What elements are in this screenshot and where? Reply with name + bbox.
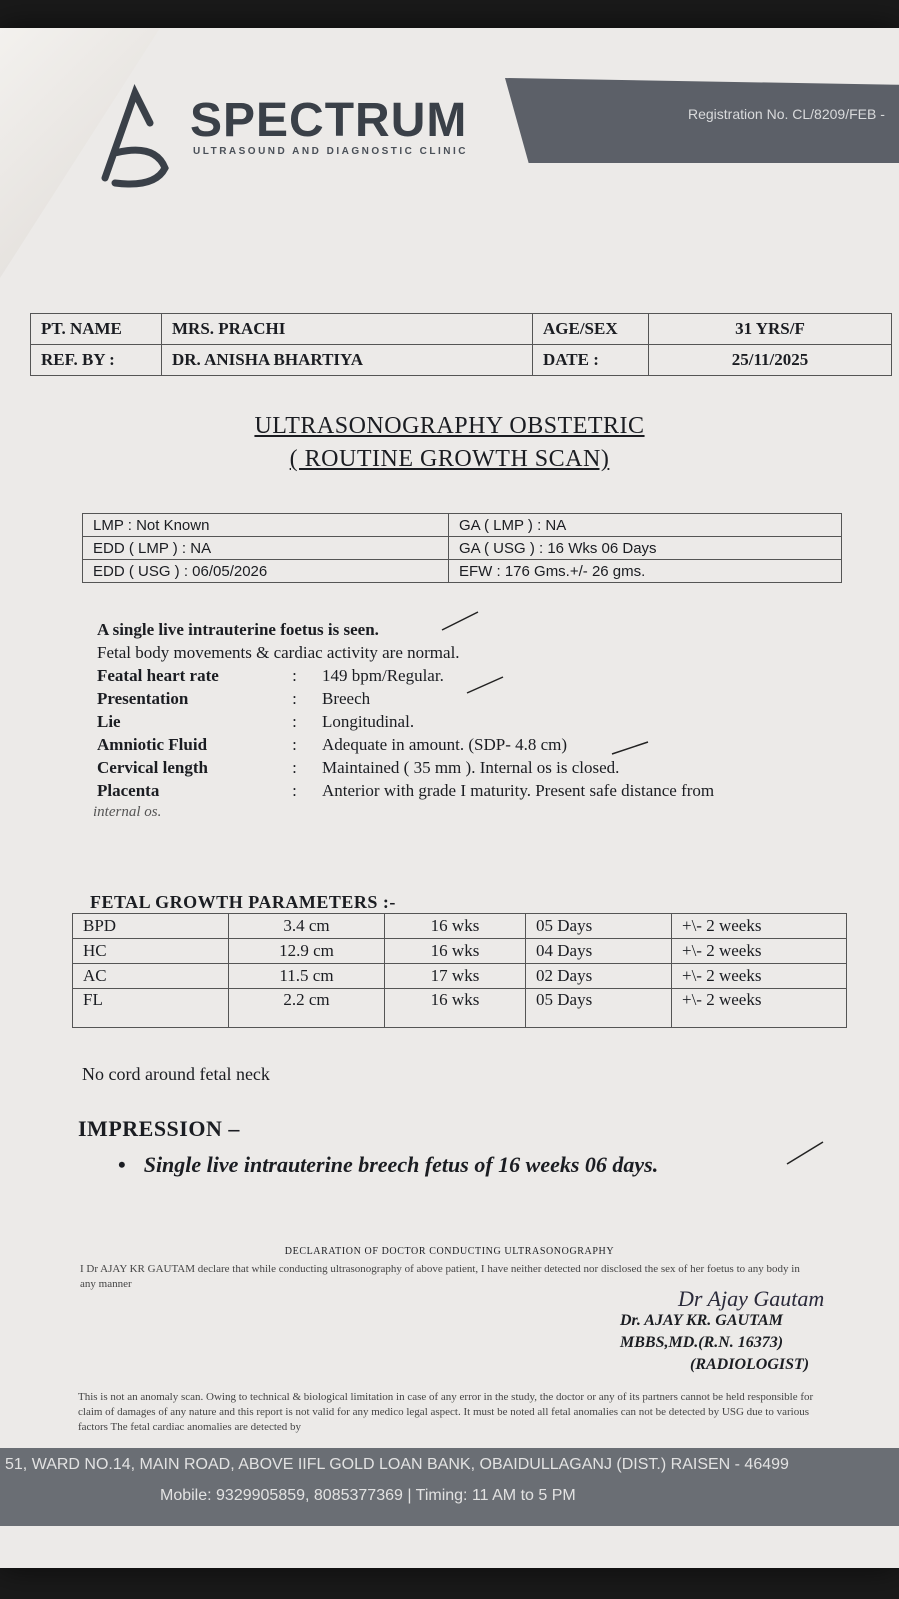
doctor-degree: MBBS,MD.(R.N. 16373) <box>620 1334 784 1351</box>
weeks-cell: 16 wks <box>385 914 526 939</box>
finding-colon: : <box>292 781 297 800</box>
age-sex-value: 31 YRS/F <box>649 314 892 345</box>
patient-info-table <box>30 313 892 376</box>
finding-value: Adequate in amount. (SDP- 4.8 cm) <box>322 735 568 754</box>
check-mark-icon <box>465 673 505 698</box>
report-subtitle: ( ROUTINE GROWTH SCAN) <box>289 446 610 472</box>
finding-colon: : <box>292 712 297 731</box>
size-cell: 12.9 cm <box>229 939 385 964</box>
report-sheet <box>0 28 899 1568</box>
finding-key: Amniotic Fluid <box>97 735 208 754</box>
size-cell: 3.4 cm <box>229 914 385 939</box>
range-cell: +\- 2 weeks <box>672 989 847 1028</box>
doctor-signature-block <box>620 1310 809 1376</box>
finding-row <box>97 712 857 735</box>
clinic-logo-icon <box>95 83 175 193</box>
handwritten-signature: Dr Ajay Gautam <box>678 1286 825 1311</box>
finding-movements: Fetal body movements & cardiac activity are normal. <box>97 643 460 662</box>
param-cell: BPD <box>73 914 229 939</box>
table-row <box>73 989 847 1028</box>
days-cell: 04 Days <box>526 939 672 964</box>
finding-colon: : <box>292 758 297 777</box>
impression-text: Single live intrauterine breech fetus of 16 weeks 06 days. <box>143 1152 659 1177</box>
date-label: DATE : <box>533 345 649 376</box>
finding-value: Maintained ( 35 mm ). Internal os is closed. <box>322 758 620 777</box>
footer-contact: Mobile: 9329905859, 8085377369 | Timing: 11 AM to 5 PM <box>160 1487 576 1504</box>
param-cell: HC <box>73 939 229 964</box>
weeks-cell: 16 wks <box>385 939 526 964</box>
report-title: ULTRASONOGRAPHY OBSTETRIC <box>254 413 645 439</box>
size-cell: 2.2 cm <box>229 989 385 1028</box>
growth-parameters-heading: FETAL GROWTH PARAMETERS :- <box>90 892 396 912</box>
impression-item <box>118 1152 658 1178</box>
finding-key: Placenta <box>97 781 160 800</box>
check-mark-icon <box>785 1138 825 1168</box>
footer-address: 51, WARD NO.14, MAIN ROAD, ABOVE IIFL GOLD LOAN BANK, OBAIDULLAGANJ (DIST.) RAISEN - 46499 <box>5 1456 789 1473</box>
check-mark-icon <box>610 740 650 760</box>
finding-value: Anterior with grade I maturity. Present safe distance from <box>322 781 715 800</box>
placenta-continuation: internal os. <box>93 804 162 820</box>
ref-by-value: DR. ANISHA BHARTIYA <box>162 345 533 376</box>
finding-colon: : <box>292 735 297 754</box>
finding-value: Breech <box>322 689 371 708</box>
size-cell: 11.5 cm <box>229 964 385 989</box>
disclaimer-text: This is not an anomaly scan. Owing to technical & biological limitation in case of any error in the study, the doctor or any of its partners cannot be held responsible for claim of damages of any nature and this report is not valid for any medico legal aspect. It must be noted all fetal anomalies can not be detected by USG due to various factors The fetal cardiac anomalies are detected by <box>78 1391 814 1433</box>
check-mark-icon <box>440 610 480 635</box>
patient-name: MRS. PRACHI <box>162 314 533 345</box>
impression-heading: IMPRESSION – <box>78 1116 240 1141</box>
declaration-text: I Dr AJAY KR GAUTAM declare that while conducting ultrasonography of above patient, I have neither detected nor disclosed the sex of her foetus to any body in any manner <box>80 1263 800 1290</box>
ga-lmp-cell: GA ( LMP ) : NA <box>449 514 842 537</box>
table-row <box>73 939 847 964</box>
date-value: 25/11/2025 <box>649 345 892 376</box>
cord-note: No cord around fetal neck <box>82 1064 270 1084</box>
range-cell: +\- 2 weeks <box>672 939 847 964</box>
finding-colon: : <box>292 666 297 685</box>
weeks-cell: 16 wks <box>385 989 526 1028</box>
finding-row <box>97 735 857 758</box>
finding-live-foetus: A single live intrauterine foetus is seen. <box>97 620 379 639</box>
table-row <box>73 914 847 939</box>
edd-lmp-cell: EDD ( LMP ) : NA <box>83 537 449 560</box>
finding-key: Featal heart rate <box>97 666 219 685</box>
age-sex-label: AGE/SEX <box>533 314 649 345</box>
param-cell: AC <box>73 964 229 989</box>
finding-row <box>97 781 857 804</box>
ref-by-label: REF. BY : <box>31 345 162 376</box>
dating-table <box>82 513 842 583</box>
clinic-brand: SPECTRUM <box>190 94 468 147</box>
findings-section <box>93 620 857 827</box>
finding-key: Presentation <box>97 689 189 708</box>
clinic-subtitle: ULTRASOUND AND DIAGNOSTIC CLINIC <box>193 146 468 157</box>
registration-number: Registration No. CL/8209/FEB - <box>688 106 885 122</box>
doctor-name: Dr. AJAY KR. GAUTAM <box>620 1312 783 1329</box>
ga-usg-cell: GA ( USG ) : 16 Wks 06 Days <box>449 537 842 560</box>
finding-value: Longitudinal. <box>322 712 415 731</box>
growth-parameters-table <box>72 913 847 1028</box>
edd-usg-cell: EDD ( USG ) : 06/05/2026 <box>83 560 449 583</box>
finding-row <box>97 758 857 781</box>
days-cell: 05 Days <box>526 989 672 1028</box>
finding-key: Lie <box>97 712 121 731</box>
bullet-icon: • <box>118 1152 126 1177</box>
finding-key: Cervical length <box>97 758 208 777</box>
lmp-cell: LMP : Not Known <box>83 514 449 537</box>
finding-value: 149 bpm/Regular. <box>322 666 444 685</box>
table-row <box>73 964 847 989</box>
range-cell: +\- 2 weeks <box>672 964 847 989</box>
declaration-heading: DECLARATION OF DOCTOR CONDUCTING ULTRASONOGRAPHY <box>284 1246 615 1257</box>
param-cell: FL <box>73 989 229 1028</box>
finding-colon: : <box>292 689 297 708</box>
range-cell: +\- 2 weeks <box>672 914 847 939</box>
efw-cell: EFW : 176 Gms.+/- 26 gms. <box>449 560 842 583</box>
weeks-cell: 17 wks <box>385 964 526 989</box>
days-cell: 05 Days <box>526 914 672 939</box>
patient-name-label: PT. NAME <box>31 314 162 345</box>
days-cell: 02 Days <box>526 964 672 989</box>
doctor-role: (RADIOLOGIST) <box>690 1356 810 1373</box>
